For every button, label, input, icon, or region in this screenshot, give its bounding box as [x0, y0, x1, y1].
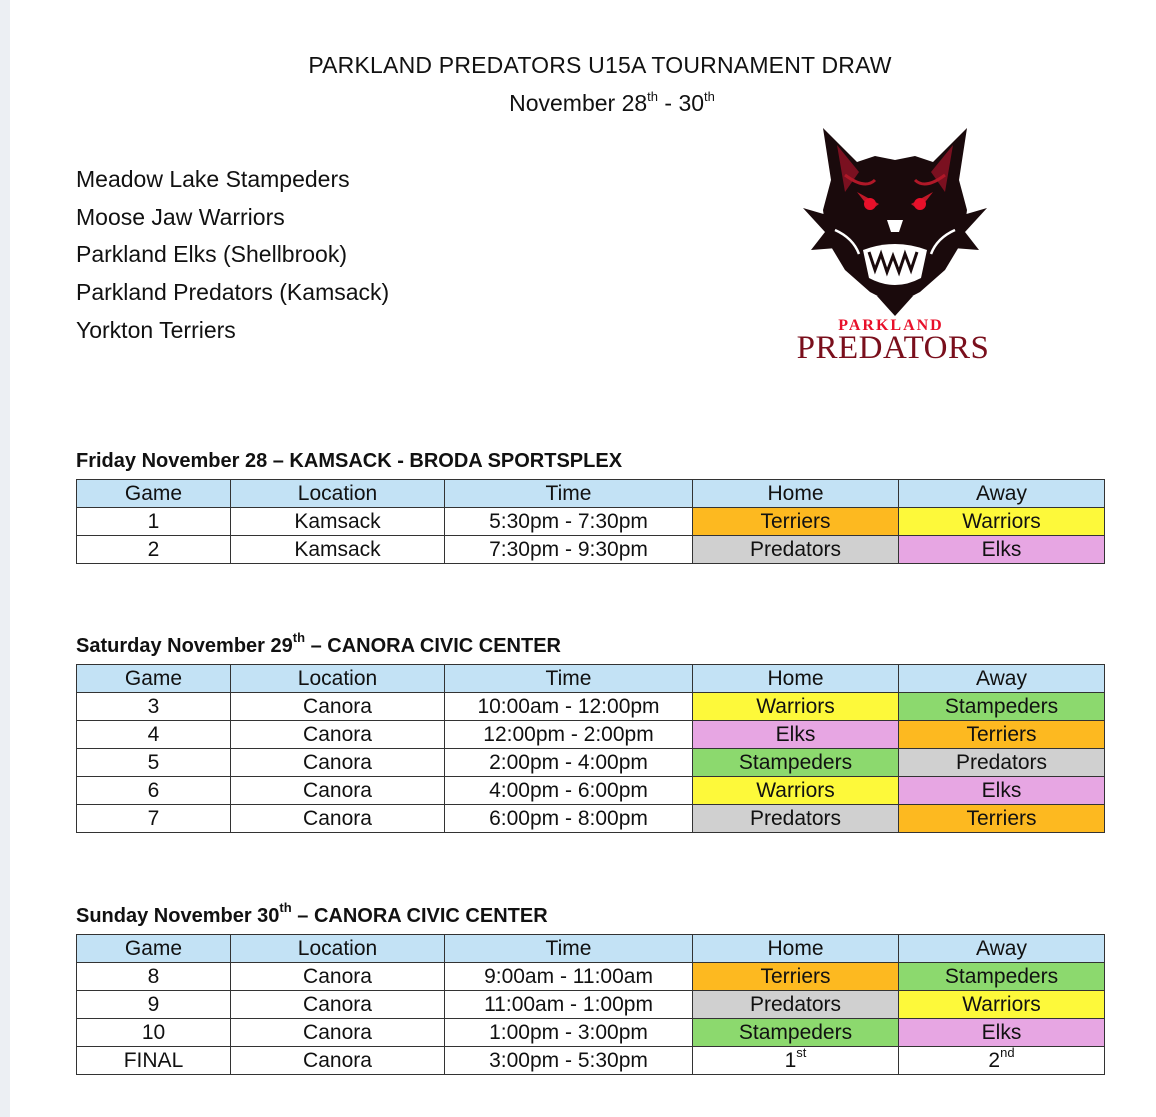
location-cell: Kamsack: [231, 536, 445, 564]
team-list-item: Parkland Elks (Shellbrook): [76, 241, 348, 268]
subtitle-sup-1: th: [647, 89, 659, 104]
table-row: [77, 536, 1105, 564]
away-cell: Elks: [899, 536, 1105, 564]
team-list: [76, 163, 389, 351]
saturday-schedule-table: [76, 664, 1105, 833]
game-cell: 5: [77, 749, 231, 777]
away-cell: Stampeders: [899, 693, 1105, 721]
table-row: [77, 1019, 1105, 1047]
time-cell: 2:00pm - 4:00pm: [445, 749, 693, 777]
logo-line1: PARKLAND: [838, 317, 944, 334]
team-list-item: Yorkton Terriers: [76, 316, 236, 343]
header-away: Away: [899, 480, 1105, 508]
wolf-head-icon: [803, 128, 987, 316]
time-cell: 9:00am - 11:00am: [445, 963, 693, 991]
header-location: Location: [231, 665, 445, 693]
location-cell: Canora: [231, 749, 445, 777]
location-cell: Canora: [231, 777, 445, 805]
game-cell: 8: [77, 963, 231, 991]
table-row: [77, 805, 1105, 833]
table-header-row: [77, 935, 1105, 963]
document-page: [10, 0, 1156, 1117]
location-cell: Kamsack: [231, 508, 445, 536]
sunday-title: [76, 900, 548, 928]
time-cell: 3:00pm - 5:30pm: [445, 1047, 693, 1075]
header-location: Location: [231, 935, 445, 963]
time-cell: 1:00pm - 3:00pm: [445, 1019, 693, 1047]
game-cell: 9: [77, 991, 231, 1019]
away-cell: Predators: [899, 749, 1105, 777]
team-list-item: Meadow Lake Stampeders: [76, 166, 350, 192]
header-game: Game: [77, 935, 231, 963]
header-home: Home: [693, 935, 899, 963]
predators-logo: [775, 120, 1015, 370]
home-seed: 1: [784, 1049, 797, 1072]
time-cell: 7:30pm - 9:30pm: [445, 536, 693, 564]
home-cell: Warriors: [693, 693, 899, 721]
header-away: Away: [899, 665, 1105, 693]
friday-title: [76, 450, 622, 473]
subtitle-start-date: November 28: [509, 90, 648, 116]
home-cell: Predators: [693, 536, 899, 564]
table-row: [77, 777, 1105, 805]
table-header-row: [77, 480, 1105, 508]
table-row: [77, 693, 1105, 721]
location-cell: Canora: [231, 1019, 445, 1047]
time-cell: 5:30pm - 7:30pm: [445, 508, 693, 536]
location-cell: Canora: [231, 963, 445, 991]
header-time: Time: [445, 935, 693, 963]
game-cell: 1: [77, 508, 231, 536]
game-cell: 6: [77, 777, 231, 805]
game-cell: 3: [77, 693, 231, 721]
game-cell: 7: [77, 805, 231, 833]
day-title-venue: – CANORA CIVIC CENTER: [305, 635, 561, 657]
logo-line2: PREDATORS: [796, 330, 990, 366]
game-cell: FINAL: [77, 1047, 231, 1075]
table-header-row: [77, 665, 1105, 693]
away-cell: Warriors: [899, 508, 1105, 536]
day-title-sup: th: [292, 630, 306, 645]
header-away: Away: [899, 935, 1105, 963]
day-title-text: Friday November 28 – KAMSACK - BRODA SPORTSPLEX: [76, 450, 623, 472]
day-title-text: Saturday November 29: [76, 635, 293, 657]
home-cell: Terriers: [693, 963, 899, 991]
table-row: [77, 721, 1105, 749]
away-cell: Stampeders: [899, 963, 1105, 991]
home-cell: Predators: [693, 805, 899, 833]
header-time: Time: [445, 480, 693, 508]
saturday-title: [76, 630, 561, 658]
home-cell: Stampeders: [693, 1019, 899, 1047]
header-home: Home: [693, 480, 899, 508]
game-cell: 10: [77, 1019, 231, 1047]
day-title-venue: – CANORA CIVIC CENTER: [291, 905, 548, 927]
time-cell: 10:00am - 12:00pm: [445, 693, 693, 721]
page-title: PARKLAND PREDATORS U15A TOURNAMENT DRAW: [308, 52, 892, 78]
away-seed-sup: nd: [1000, 1045, 1015, 1060]
team-list-item: Moose Jaw Warriors: [76, 203, 285, 230]
location-cell: Canora: [231, 693, 445, 721]
team-list-item: Parkland Predators (Kamsack): [76, 279, 390, 306]
home-cell: Stampeders: [693, 749, 899, 777]
home-cell: Elks: [693, 721, 899, 749]
day-title-text: Sunday November 30: [76, 905, 280, 927]
time-cell: 6:00pm - 8:00pm: [445, 805, 693, 833]
subtitle-sup-2: th: [704, 89, 715, 104]
away-seed: 2: [988, 1049, 1001, 1072]
away-cell: Elks: [899, 1019, 1105, 1047]
location-cell: Canora: [231, 805, 445, 833]
time-cell: 12:00pm - 2:00pm: [445, 721, 693, 749]
away-cell: Elks: [899, 777, 1105, 805]
table-row: [77, 749, 1105, 777]
page-subtitle: [10, 90, 1156, 117]
header-location: Location: [231, 480, 445, 508]
home-cell: [693, 1047, 899, 1075]
time-cell: 11:00am - 1:00pm: [445, 991, 693, 1019]
away-cell: Terriers: [899, 805, 1105, 833]
location-cell: Canora: [231, 1047, 445, 1075]
away-cell: Warriors: [899, 991, 1105, 1019]
friday-schedule-table: [76, 479, 1105, 564]
home-cell: Predators: [693, 991, 899, 1019]
header-game: Game: [77, 665, 231, 693]
game-cell: 4: [77, 721, 231, 749]
home-seed-sup: st: [796, 1045, 807, 1060]
table-row: [77, 963, 1105, 991]
table-row: [77, 1047, 1105, 1075]
time-cell: 4:00pm - 6:00pm: [445, 777, 693, 805]
home-cell: Warriors: [693, 777, 899, 805]
location-cell: Canora: [231, 721, 445, 749]
away-cell: Terriers: [899, 721, 1105, 749]
header-home: Home: [693, 665, 899, 693]
table-row: [77, 508, 1105, 536]
home-cell: Terriers: [693, 508, 899, 536]
day-title-sup: th: [279, 900, 292, 915]
location-cell: Canora: [231, 991, 445, 1019]
header-game: Game: [77, 480, 231, 508]
sunday-schedule-table: [76, 934, 1105, 1075]
game-cell: 2: [77, 536, 231, 564]
table-row: [77, 991, 1105, 1019]
header-time: Time: [445, 665, 693, 693]
subtitle-end-date: - 30: [658, 90, 705, 116]
away-cell: [899, 1047, 1105, 1075]
